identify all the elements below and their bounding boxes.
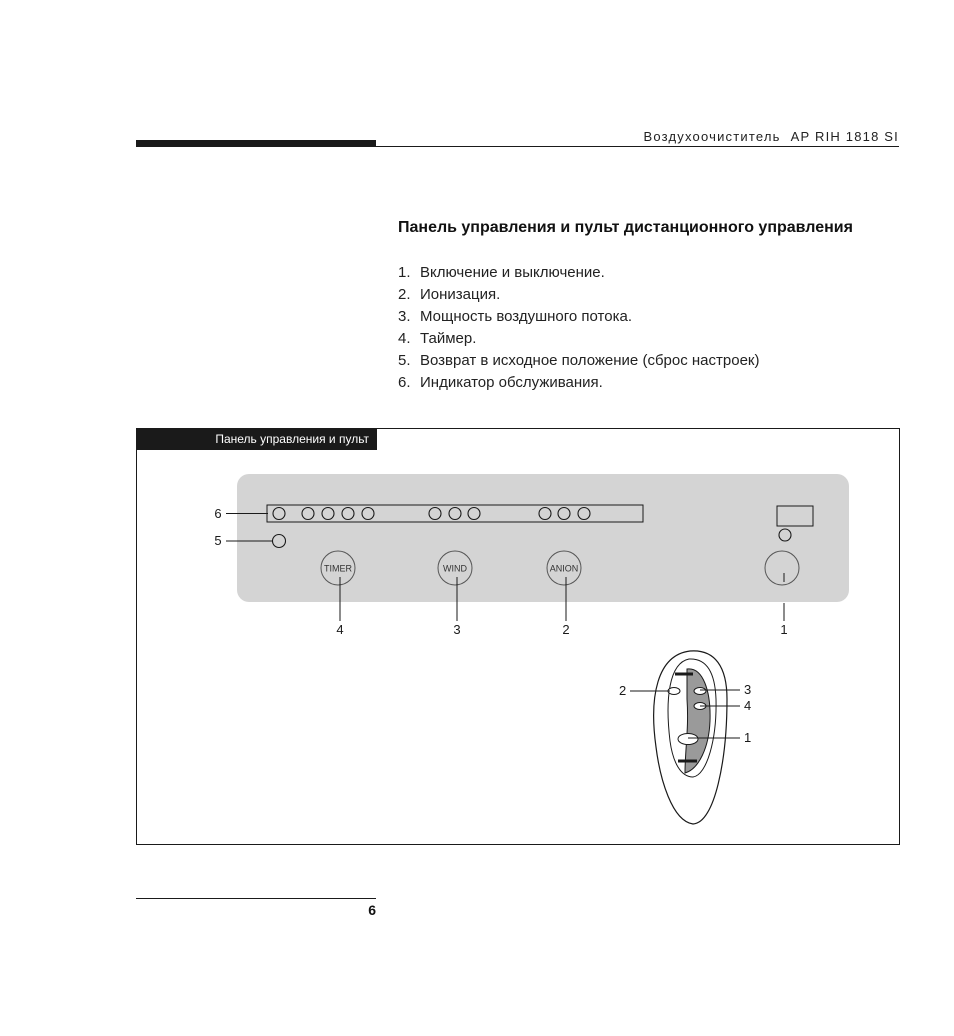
remote-wind-button[interactable] [694, 688, 706, 695]
legend-item: 6. Индикатор обслуживания. [398, 374, 603, 391]
remote-power-button[interactable] [678, 734, 698, 745]
remote-control [654, 651, 727, 824]
header-model: AP RIH 1818 SI [790, 129, 899, 144]
figure-tab: Панель управления и пульт [137, 429, 377, 450]
legend-item: 3. Мощность воздушного потока. [398, 308, 632, 325]
running-header [643, 129, 899, 144]
callout-5: 5 [214, 533, 222, 548]
footer-rule [136, 898, 376, 899]
callout-4: 4 [336, 622, 344, 637]
remote-callout-4: 4 [744, 698, 752, 713]
legend-list [398, 262, 759, 394]
callout-2: 2 [562, 622, 570, 637]
callout-3: 3 [453, 622, 461, 637]
legend-item: 5. Возврат в исходное положение (сброс настроек) [398, 352, 760, 369]
remote-callout-2: 2 [619, 683, 627, 698]
header-product: Воздухоочиститель [643, 129, 781, 144]
callout-6: 6 [214, 506, 222, 521]
diagram [137, 429, 899, 844]
legend-item: 2. Ионизация. [398, 286, 501, 303]
callout-1: 1 [780, 622, 788, 637]
anion-button-label: ANION [549, 563, 579, 574]
timer-button-label: TIMER [324, 563, 352, 574]
section-title: Панель управления и пульт дистанционного управления [398, 219, 853, 236]
legend-item: 4. Таймер. [398, 330, 477, 347]
remote-callout-1: 1 [744, 730, 752, 745]
wind-button-label: WIND [443, 563, 467, 574]
header-rule [376, 146, 899, 147]
header-bar [136, 140, 376, 147]
page-number: 6 [368, 902, 376, 918]
remote-callout-3: 3 [744, 682, 752, 697]
figure-box [136, 428, 900, 845]
legend-item: 1. Включение и выключение. [398, 264, 605, 281]
